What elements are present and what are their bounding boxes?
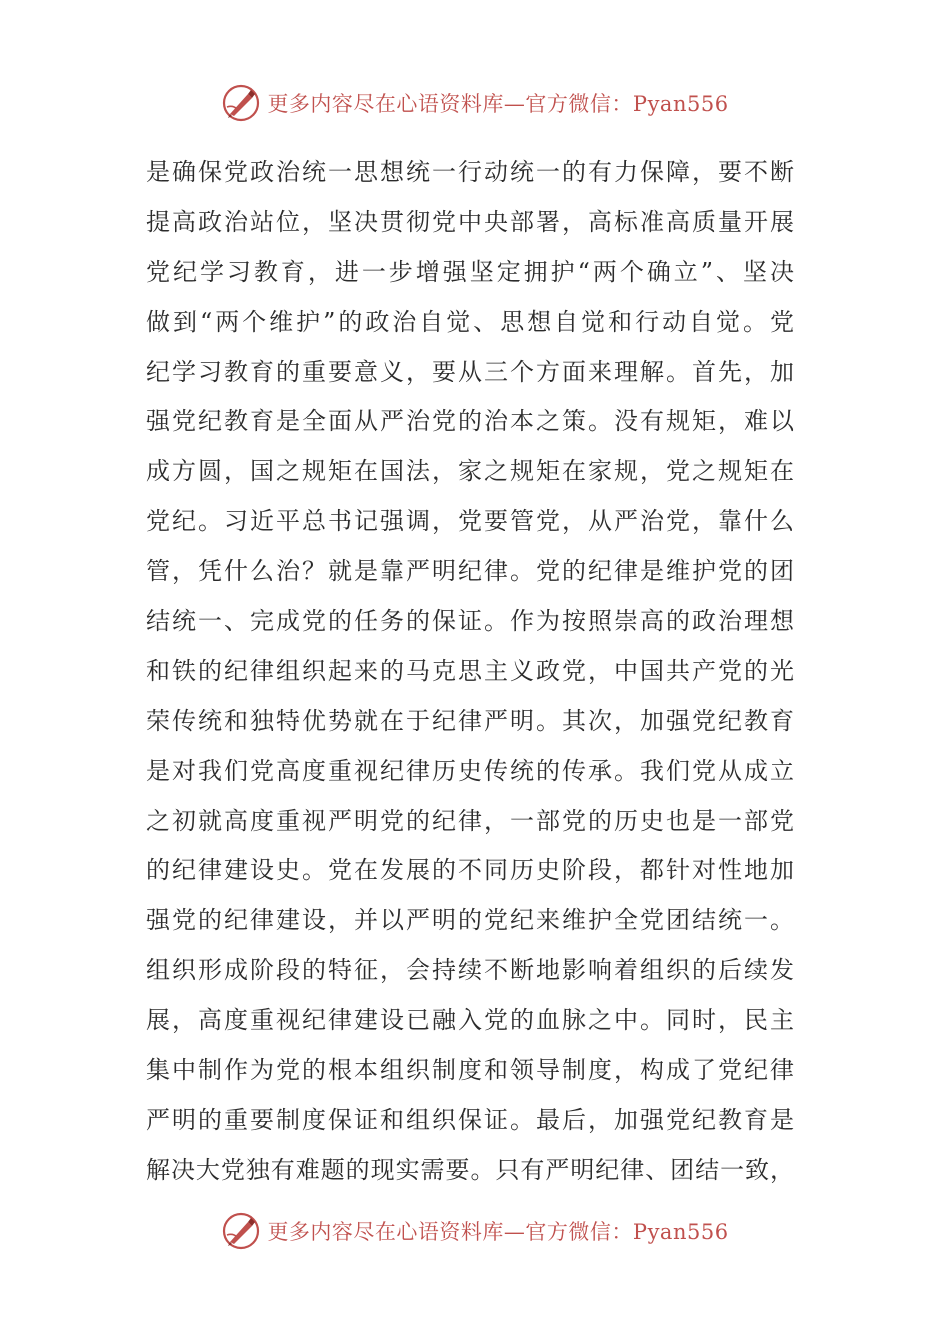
body-line: 之初就高度重视严明党的纪律，一部党的历史也是一部党	[146, 806, 794, 835]
body-line: 做到“两个维护”的政治自觉、思想自觉和行动自觉。党	[146, 307, 794, 336]
header-banner	[0, 78, 950, 128]
body-line: 强党的纪律建设，并以严明的党纪来维护全党团结统一。	[146, 906, 794, 935]
body-line: 严明的重要制度保证和组织保证。最后，加强党纪教育是	[146, 1105, 794, 1134]
body-line: 荣传统和独特优势就在于纪律严明。其次，加强党纪教育	[146, 706, 794, 735]
pen-logo-icon	[221, 1211, 261, 1251]
body-line: 是确保党政治统一思想统一行动统一的有力保障，要不断	[146, 158, 794, 186]
body-line: 党纪学习教育，进一步增强坚定拥护“两个确立”、坚决	[146, 257, 794, 286]
body-line: 的纪律建设史。党在发展的不同历史阶段，都针对性地加	[146, 856, 794, 885]
body-line: 管，凭什么治？就是靠严明纪律。党的纪律是维护党的团	[146, 557, 794, 586]
body-line: 是对我们党高度重视纪律历史传统的传承。我们党从成立	[146, 756, 794, 785]
body-line: 组织形成阶段的特征，会持续不断地影响着组织的后续发	[146, 956, 794, 985]
body-text	[146, 148, 806, 1196]
pen-logo-icon	[221, 83, 261, 123]
body-line: 结统一、完成党的任务的保证。作为按照崇高的政治理想	[146, 607, 794, 636]
body-line: 强党纪教育是全面从严治党的治本之策。没有规矩，难以	[146, 407, 794, 436]
body-line: 集中制作为党的根本组织制度和领导制度，构成了党纪律	[146, 1056, 794, 1085]
body-line: 解决大党独有难题的现实需要。只有严明纪律、团结一致，	[146, 1155, 794, 1184]
body-line: 纪学习教育的重要意义，要从三个方面来理解。首先，加	[146, 357, 794, 386]
body-line: 和铁的纪律组织起来的马克思主义政党，中国共产党的光	[146, 656, 794, 685]
header-banner-text: 更多内容尽在心语资料库—官方微信：Pyan556	[267, 92, 729, 116]
footer-banner-text: 更多内容尽在心语资料库—官方微信：Pyan556	[267, 1220, 729, 1244]
footer-banner	[0, 1206, 950, 1256]
body-line: 提高政治站位，坚决贯彻党中央部署，高标准高质量开展	[146, 207, 794, 236]
body-line: 展，高度重视纪律建设已融入党的血脉之中。同时，民主	[146, 1006, 794, 1035]
body-line: 成方圆，国之规矩在国法，家之规矩在家规，党之规矩在	[146, 457, 794, 486]
body-line: 党纪。习近平总书记强调，党要管党，从严治党，靠什么	[146, 507, 794, 536]
